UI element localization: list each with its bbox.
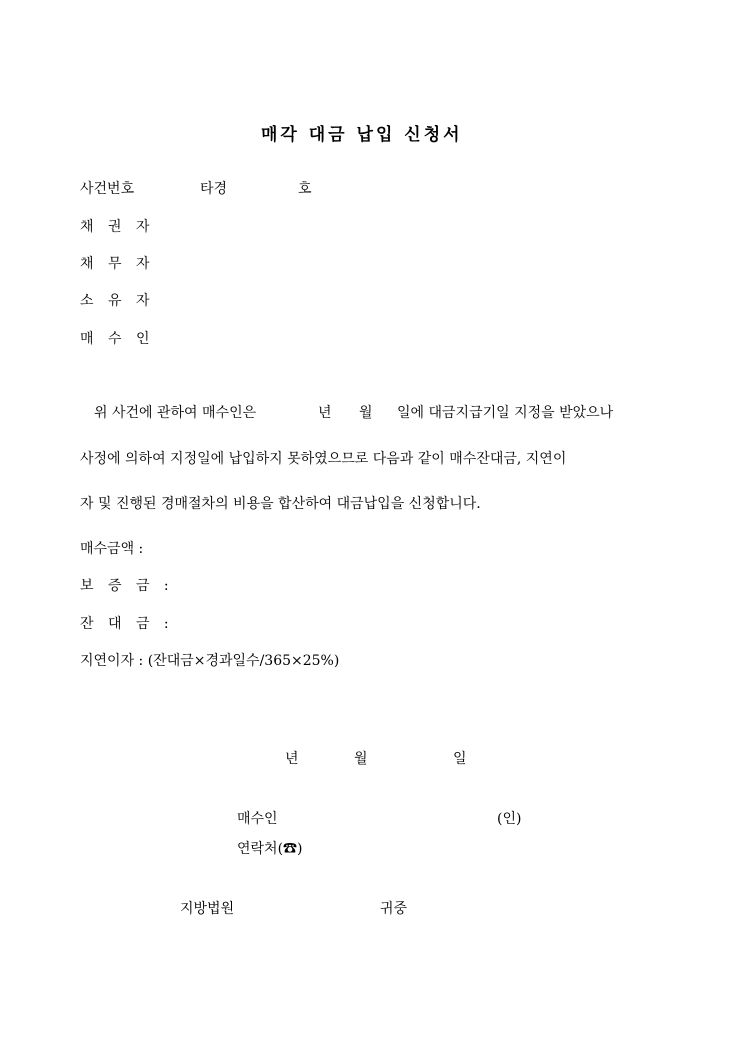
late-interest-label: 지연이자 : (잔대금×경과일수/365×25%) [80, 653, 340, 669]
body-line3: 자 및 진행된 경매절차의 비용을 합산하여 대금납입을 신청합니다. [80, 496, 481, 512]
body-line1-start: 위 사건에 관하여 매수인은 [94, 405, 257, 421]
body-line1-year: 년 [318, 405, 332, 421]
body-line2: 사정에 의하여 지정일에 납입하지 못하였으므로 다음과 같이 매수잔대금, 지연이 [80, 451, 567, 467]
buyer-label: 매 수 인 [80, 331, 155, 347]
balance-label: 잔 대 금 : [80, 616, 174, 632]
creditor-label: 채 권 자 [80, 219, 155, 235]
owner-label: 소 유 자 [80, 293, 155, 309]
case-court-type: 타경 [200, 181, 228, 197]
body-line1-month: 월 [359, 405, 373, 421]
debtor-label: 채 무 자 [80, 256, 155, 272]
case-number-suffix: 호 [298, 181, 312, 197]
case-number-label: 사건번호 [80, 181, 135, 197]
contact-label: 연락처(☎) [237, 841, 303, 857]
date-day: 일 [453, 751, 467, 767]
seal-mark: (인) [497, 811, 522, 827]
document-title: 매각 대금 납입 신청서 [261, 125, 463, 145]
addressee-honorific: 귀중 [380, 901, 408, 917]
signature-buyer-label: 매수인 [237, 811, 278, 827]
body-line1-end: 일에 대금지급기일 지정을 받았으나 [397, 405, 614, 421]
date-month: 월 [354, 751, 368, 767]
deposit-label: 보 증 금 : [80, 578, 174, 594]
purchase-price-label: 매수금액 : [80, 541, 144, 557]
court-name: 지방법원 [180, 901, 235, 917]
date-year: 년 [285, 751, 299, 767]
